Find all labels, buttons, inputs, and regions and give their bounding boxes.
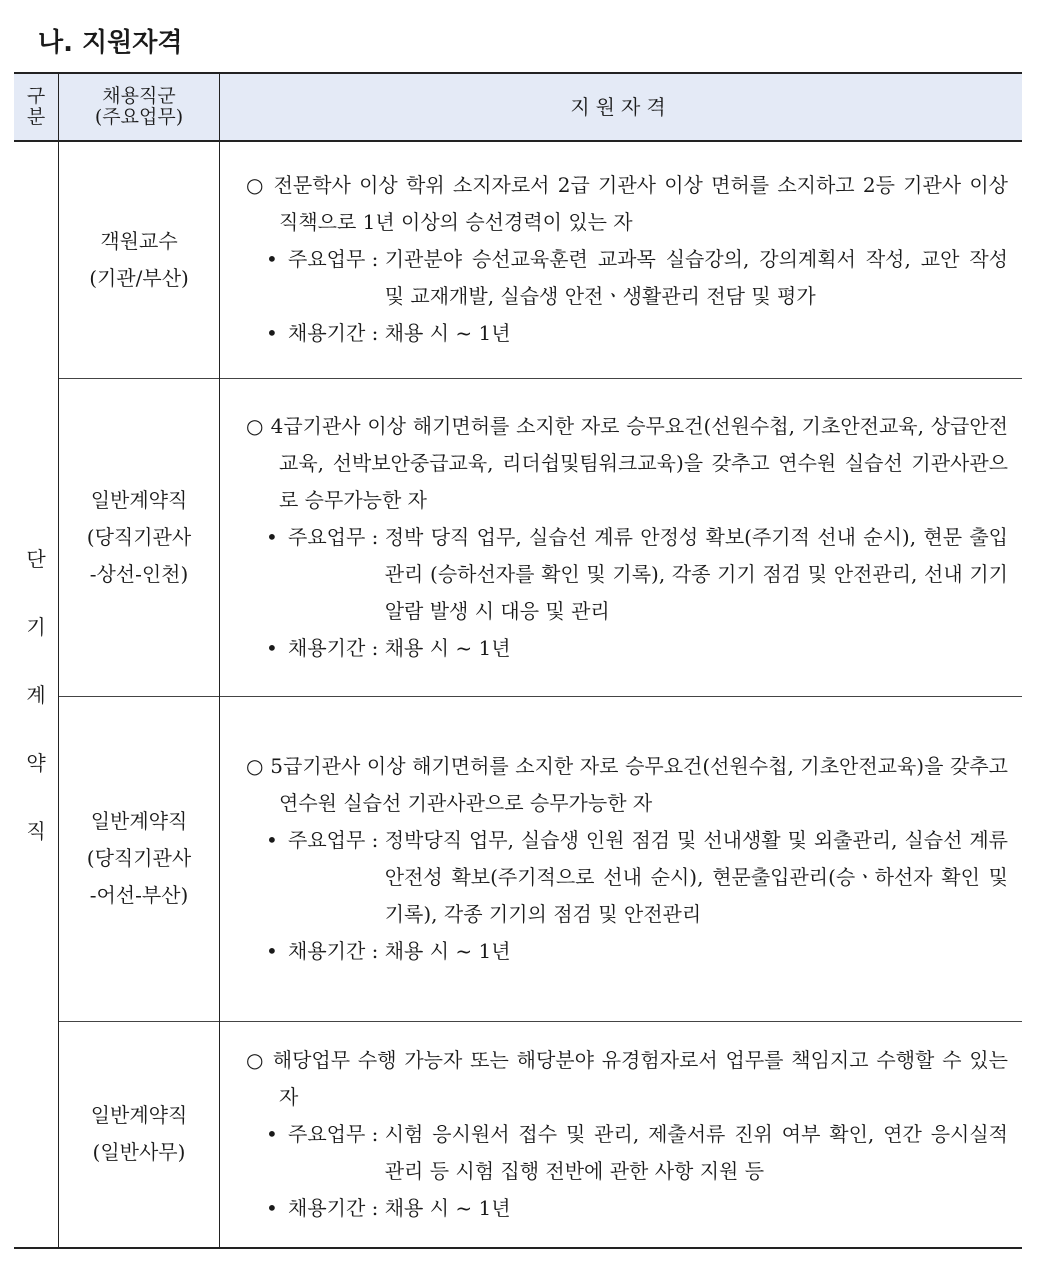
qualification-body: ○ 해당업무 수행 가능자 또는 해당분야 유경험자로서 업무를 책임지고 수행할 수 있는 자 bbox=[246, 1047, 1008, 1109]
duty-label: 주요업무 : bbox=[288, 524, 385, 549]
period-item bbox=[246, 315, 1008, 352]
job-cell bbox=[59, 696, 220, 1021]
duty-item bbox=[246, 241, 1008, 315]
qualification-text bbox=[246, 408, 1008, 519]
header-category-label: 구분 bbox=[26, 85, 46, 128]
header-job-line1: 채용직군 bbox=[102, 85, 176, 107]
job-subtitle: -어선-부산) bbox=[89, 883, 189, 907]
period-text: 채용 시 ~ 1년 bbox=[384, 321, 511, 346]
qualification-table bbox=[14, 72, 1022, 1249]
table-row bbox=[14, 1021, 1022, 1248]
bullet-icon: • bbox=[266, 1121, 278, 1146]
header-qualification: 지원자격 bbox=[220, 73, 1023, 141]
category-char: 직 bbox=[26, 818, 46, 843]
qualification-text bbox=[246, 167, 1008, 241]
period-item bbox=[246, 1190, 1008, 1227]
period-label: 채용기간 : bbox=[288, 938, 385, 963]
bullet-icon: • bbox=[266, 635, 278, 660]
header-job bbox=[59, 73, 220, 141]
job-title: 일반계약직 bbox=[90, 487, 188, 512]
duty-item bbox=[246, 519, 1008, 630]
table-row bbox=[14, 696, 1022, 1021]
category-char: 약 bbox=[26, 750, 46, 775]
job-title: 객원교수 bbox=[100, 228, 178, 253]
job-title: 일반계약직 bbox=[90, 1103, 188, 1128]
period-label: 채용기간 : bbox=[288, 321, 385, 346]
period-item bbox=[246, 933, 1008, 970]
header-category bbox=[14, 73, 59, 141]
period-text: 채용 시 ~ 1년 bbox=[384, 635, 511, 660]
category-cell bbox=[14, 141, 59, 1248]
job-subtitle: (일반사무) bbox=[92, 1140, 186, 1165]
job-subtitle: (당직기관사 bbox=[86, 524, 192, 549]
table-row bbox=[14, 141, 1022, 378]
section-title: 나. 지원자격 bbox=[38, 28, 183, 58]
category-char: 기 bbox=[26, 614, 46, 639]
bullet-icon: • bbox=[266, 938, 278, 963]
job-subtitle: -상선-인천) bbox=[89, 561, 189, 586]
bullet-icon: • bbox=[266, 321, 278, 346]
job-title: 일반계약직 bbox=[90, 809, 188, 833]
qualification-text bbox=[246, 748, 1008, 822]
period-item bbox=[246, 630, 1008, 667]
header-job-line2: (주요업무) bbox=[94, 106, 184, 128]
category-char: 계 bbox=[26, 682, 46, 707]
qualification-body: ○ 5급기관사 이상 해기면허를 소지한 자로 승무요건(선원수첩, 기초안전교육)을 갖추고 연수원 실습선 기관사관으로 승무가능한 자 bbox=[246, 753, 1008, 815]
period-label: 채용기간 : bbox=[288, 1195, 385, 1220]
category-char: 단 bbox=[26, 546, 46, 571]
qualification-body: ○ 4급기관사 이상 해기면허를 소지한 자로 승무요건(선원수첩, 기초안전교육, 상급안전교육, 선박보안중급교육, 리더쉽및팀워크교육)을 갖추고 연수원 실습선 기관사관으로 승무가능한 자 bbox=[246, 413, 1008, 512]
duty-label: 주요업무 : bbox=[288, 247, 385, 272]
period-text: 채용 시 ~ 1년 bbox=[384, 938, 511, 963]
bullet-icon: • bbox=[266, 247, 278, 272]
job-subtitle: (당직기관사 bbox=[86, 846, 192, 870]
job-cell bbox=[59, 378, 220, 696]
duty-item bbox=[246, 822, 1008, 933]
period-label: 채용기간 : bbox=[288, 635, 385, 660]
duty-label: 주요업무 : bbox=[288, 1121, 385, 1146]
qualification-body: ○ 전문학사 이상 학위 소지자로서 2급 기관사 이상 면허를 소지하고 2등 기관사 이상 직책으로 1년 이상의 승선경력이 있는 자 bbox=[246, 173, 1008, 235]
qualification-cell bbox=[220, 141, 1023, 378]
bullet-icon: • bbox=[266, 524, 278, 549]
duty-text: 기관분야 승선교육훈련 교과목 실습강의, 강의계획서 작성, 교안 작성 및 교재개발, 실습생 안전ㆍ생활관리 전담 및 평가 bbox=[384, 247, 1008, 309]
table-row bbox=[14, 378, 1022, 696]
duty-label: 주요업무 : bbox=[288, 827, 385, 852]
qualification-text bbox=[246, 1042, 1008, 1116]
duty-text: 시험 응시원서 접수 및 관리, 제출서류 진위 여부 확인, 연간 응시실적 관리 등 시험 집행 전반에 관한 사항 지원 등 bbox=[384, 1121, 1008, 1183]
qualification-cell bbox=[220, 1021, 1023, 1248]
duty-item bbox=[246, 1116, 1008, 1190]
period-text: 채용 시 ~ 1년 bbox=[384, 1195, 511, 1220]
job-subtitle: (기관/부산) bbox=[89, 265, 189, 290]
job-cell bbox=[59, 1021, 220, 1248]
bullet-icon: • bbox=[266, 1195, 278, 1220]
qualification-cell bbox=[220, 696, 1023, 1021]
bullet-icon: • bbox=[266, 827, 278, 852]
job-cell bbox=[59, 141, 220, 378]
duty-text: 정박 당직 업무, 실습선 계류 안정성 확보(주기적 선내 순시), 현문 출입관리 (승하선자를 확인 및 기록), 각종 기기 점검 및 안전관리, 선내 기기 알람 발생 시 대응 및 관리 bbox=[384, 524, 1008, 623]
qualification-cell bbox=[220, 378, 1023, 696]
table-header-row bbox=[14, 73, 1022, 141]
duty-text: 정박당직 업무, 실습생 인원 점검 및 선내생활 및 외출관리, 실습선 계류 안전성 확보(주기적으로 선내 순시), 현문출입관리(승ㆍ하선자 확인 및 기록), 각종 기기의 점검 및 안전관리 bbox=[384, 827, 1008, 926]
